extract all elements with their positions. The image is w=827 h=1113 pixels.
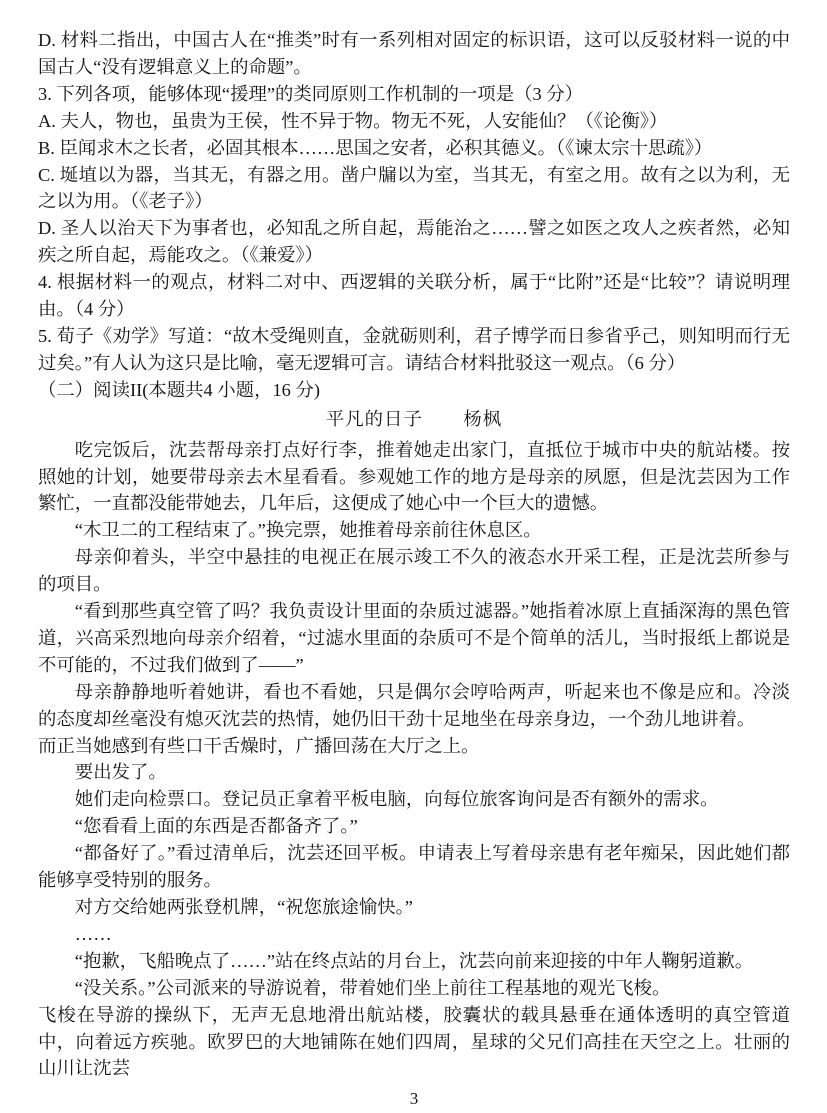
story-paragraph: 母亲静静地听着她讲，看也不看她，只是偶尔会哼哈两声，听起来也不像是应和。冷淡的态度却丝毫没有熄灭沈芸的热情，她仍旧干劲十足地坐在母亲身边，一个劲儿地讲着。 <box>38 681 790 729</box>
story-paragraph: “木卫二的工程结束了。”换完票，她推着母亲前往休息区。 <box>74 520 542 541</box>
story-paragraph: “看到那些真空管了吗？我负责设计里面的杂质过滤器。”她指着冰原上直插深海的黑色管道，兴高采烈地向母亲介绍着，“过滤水里面的杂质可不是个简单的活儿，当时报纸上都说是不可能的，不过我们做到了——” <box>38 601 790 675</box>
story-paragraph: 而正当她感到有些口干舌燥时，广播回荡在大厅之上。 <box>38 735 480 756</box>
question-3-option-c: C. 埏埴以为器，当其无，有器之用。凿户牖以为室，当其无，有室之用。故有之以为利，无之以为用。（《老子》） <box>38 164 790 212</box>
story-paragraph-ellipsis: …… <box>74 923 112 944</box>
question-3-option-d: D. 圣人以治天下为事者也，必知乱之所自起，焉能治之……譬之如医之攻人之疾者然，必知疾之所自起，焉能攻之。（《兼爱》） <box>38 218 790 266</box>
question-5: 5. 荀子《劝学》写道：“故木受绳则直，金就砺则利，君子博学而日参省乎己，则知明而行无过矣。”有人认为这只是比喻，毫无逻辑可言。请结合材料批驳这一观点。（6 分） <box>38 325 790 373</box>
story-paragraph: 要出发了。 <box>74 762 167 783</box>
story-paragraph: “您看看上面的东西是否都备齐了。” <box>74 816 358 837</box>
story-paragraph: 她们走向检票口。登记员正拿着平板电脑，向每位旅客询问是否有额外的需求。 <box>74 789 719 810</box>
story-paragraph: 对方交给她两张登机牌，“祝您旅途愉快。” <box>74 897 413 917</box>
story-paragraph: 母亲仰着头，半空中悬挂的电视正在展示竣工不久的液态水开采工程，正是沈芸所参与的项目。 <box>38 547 790 595</box>
question-2-option-d: D. 材料二指出，中国古人在“推类”时有一系列相对固定的标识语，这可以反驳材料一说的中国古人“没有逻辑意义上的命题”。 <box>38 30 790 77</box>
story-paragraph: 飞梭在导游的操纵下，无声无息地滑出航站楼，胶囊状的载具悬垂在通体透明的真空管道中，向着远方疾驰。欧罗巴的大地铺陈在她们四周，星球的父兄们高挂在天空之上。壮丽的山川让沈芸 <box>38 1004 790 1079</box>
story-paragraph: “都备好了。”看过清单后，沈芸还回平板。申请表上写着母亲患有老年痴呆，因此她们都能够享受特别的服务。 <box>38 843 790 891</box>
story-paragraph: 吃完饭后，沈芸帮母亲打点好行李，推着她走出家门，直抵位于城市中央的航站楼。按照她的计划，她要带母亲去木星看看。参观她工作的地方是母亲的夙愿，但是沈芸因为工作繁忙，一直都没能带她去，几年后，这便成了她心中一个巨大的遗憾。 <box>38 439 790 514</box>
question-3-option-a: A. 夫人，物也，虽贵为王侯，性不异于物。物无不死，人安能仙？（《论衡》） <box>38 110 668 131</box>
question-4: 4. 根据材料一的观点，材料二对中、西逻辑的关联分析，属于“比附”还是“比较”？请说明理由。（4 分） <box>38 272 790 320</box>
story-title-row <box>38 406 790 433</box>
section-header: （二）阅读II(本题共4 小题，16 分) <box>38 379 320 400</box>
story-paragraph: “没关系。”公司派来的导游说着，带着她们坐上前往工程基地的观光飞梭。 <box>74 977 671 998</box>
story-author: 杨枫 <box>463 408 503 429</box>
story-title: 平凡的日子 <box>325 408 423 429</box>
page-number: 3 <box>409 1089 419 1109</box>
story-paragraph: “抱歉，飞船晚点了……”站在终点站的月台上，沈芸向前来迎接的中年人鞠躬道歉。 <box>74 950 754 971</box>
question-3-option-b: B. 臣闻求木之长者，必固其根本……思国之安者，必积其德义。（《谏太宗十思疏》） <box>38 137 713 158</box>
question-3-stem: 3. 下列各项，能够体现“援理”的类同原则工作机制的一项是（3 分） <box>38 83 584 104</box>
